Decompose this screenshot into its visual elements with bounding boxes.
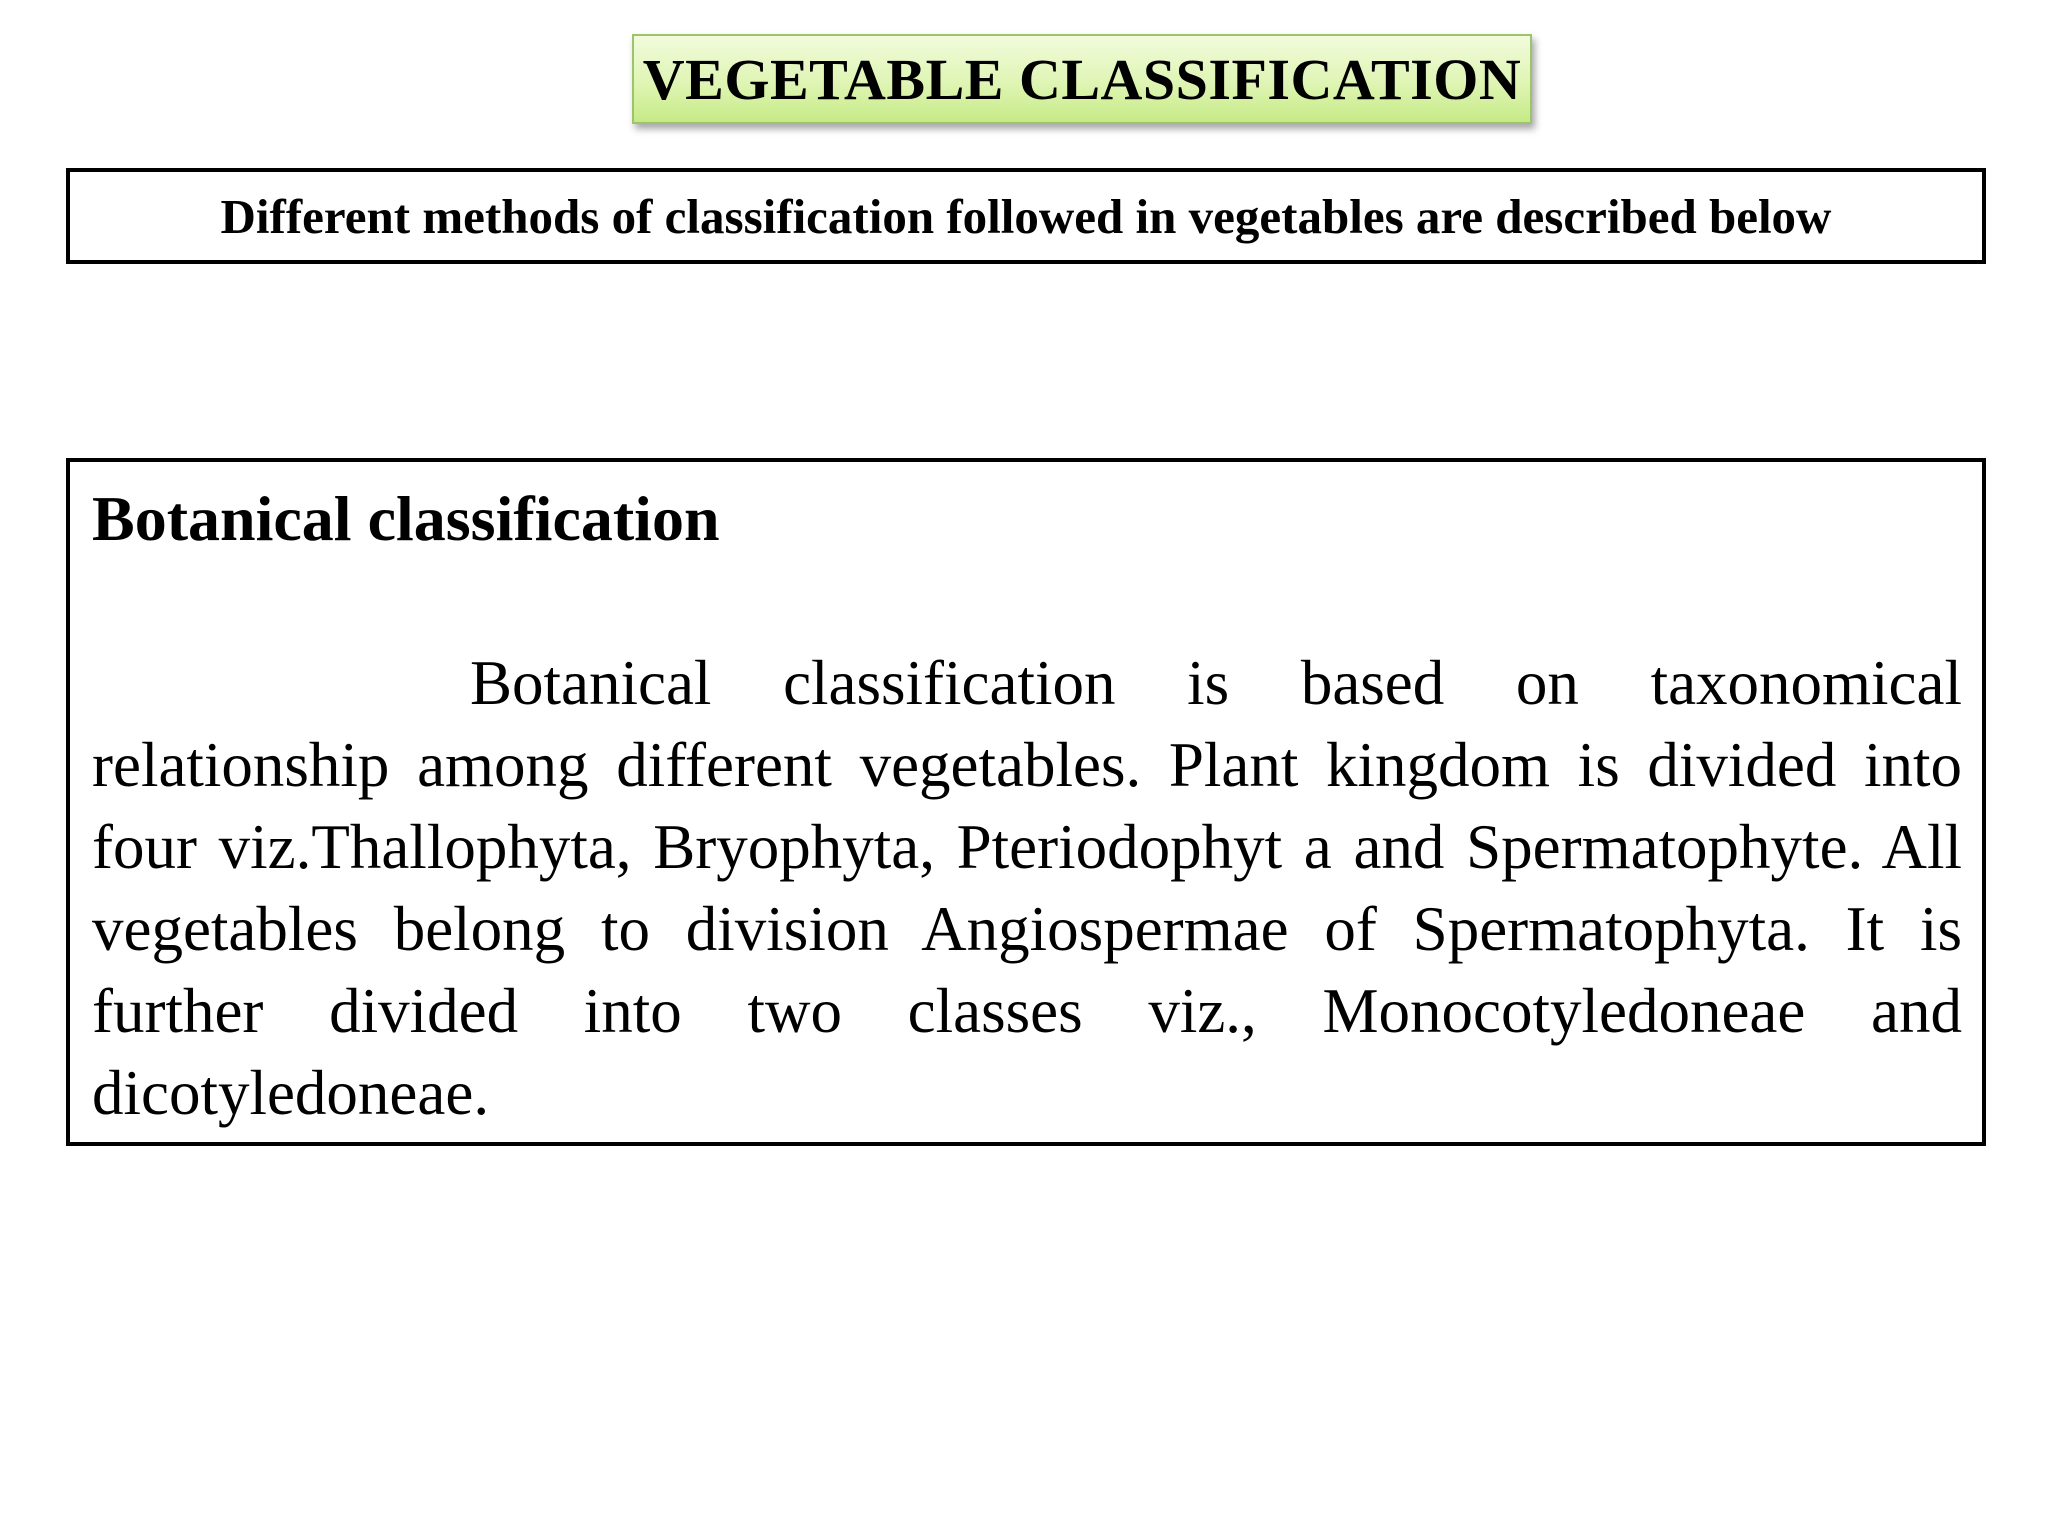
subtitle-box xyxy=(66,168,1986,264)
botanical-classification-box xyxy=(66,458,1986,1146)
section-body: Botanical classification is based on taxonomical relationship among different vegetables. Plant kingdom is divided into four viz.Thallophyta, Bryophyta, Pteriodophyt a and Spermatophyte. All vegetables belong to division Angiospermae of Spermatophyta. It is further divided into two classes viz., Monocotyledoneae and dicotyledoneae. xyxy=(92,647,1962,1128)
slide-title-banner xyxy=(632,34,1532,124)
slide-subtitle: Different methods of classification followed in vegetables are described below xyxy=(220,188,1832,244)
section-heading: Botanical classification xyxy=(92,483,720,554)
slide-title: VEGETABLE CLASSIFICATION xyxy=(642,46,1522,112)
